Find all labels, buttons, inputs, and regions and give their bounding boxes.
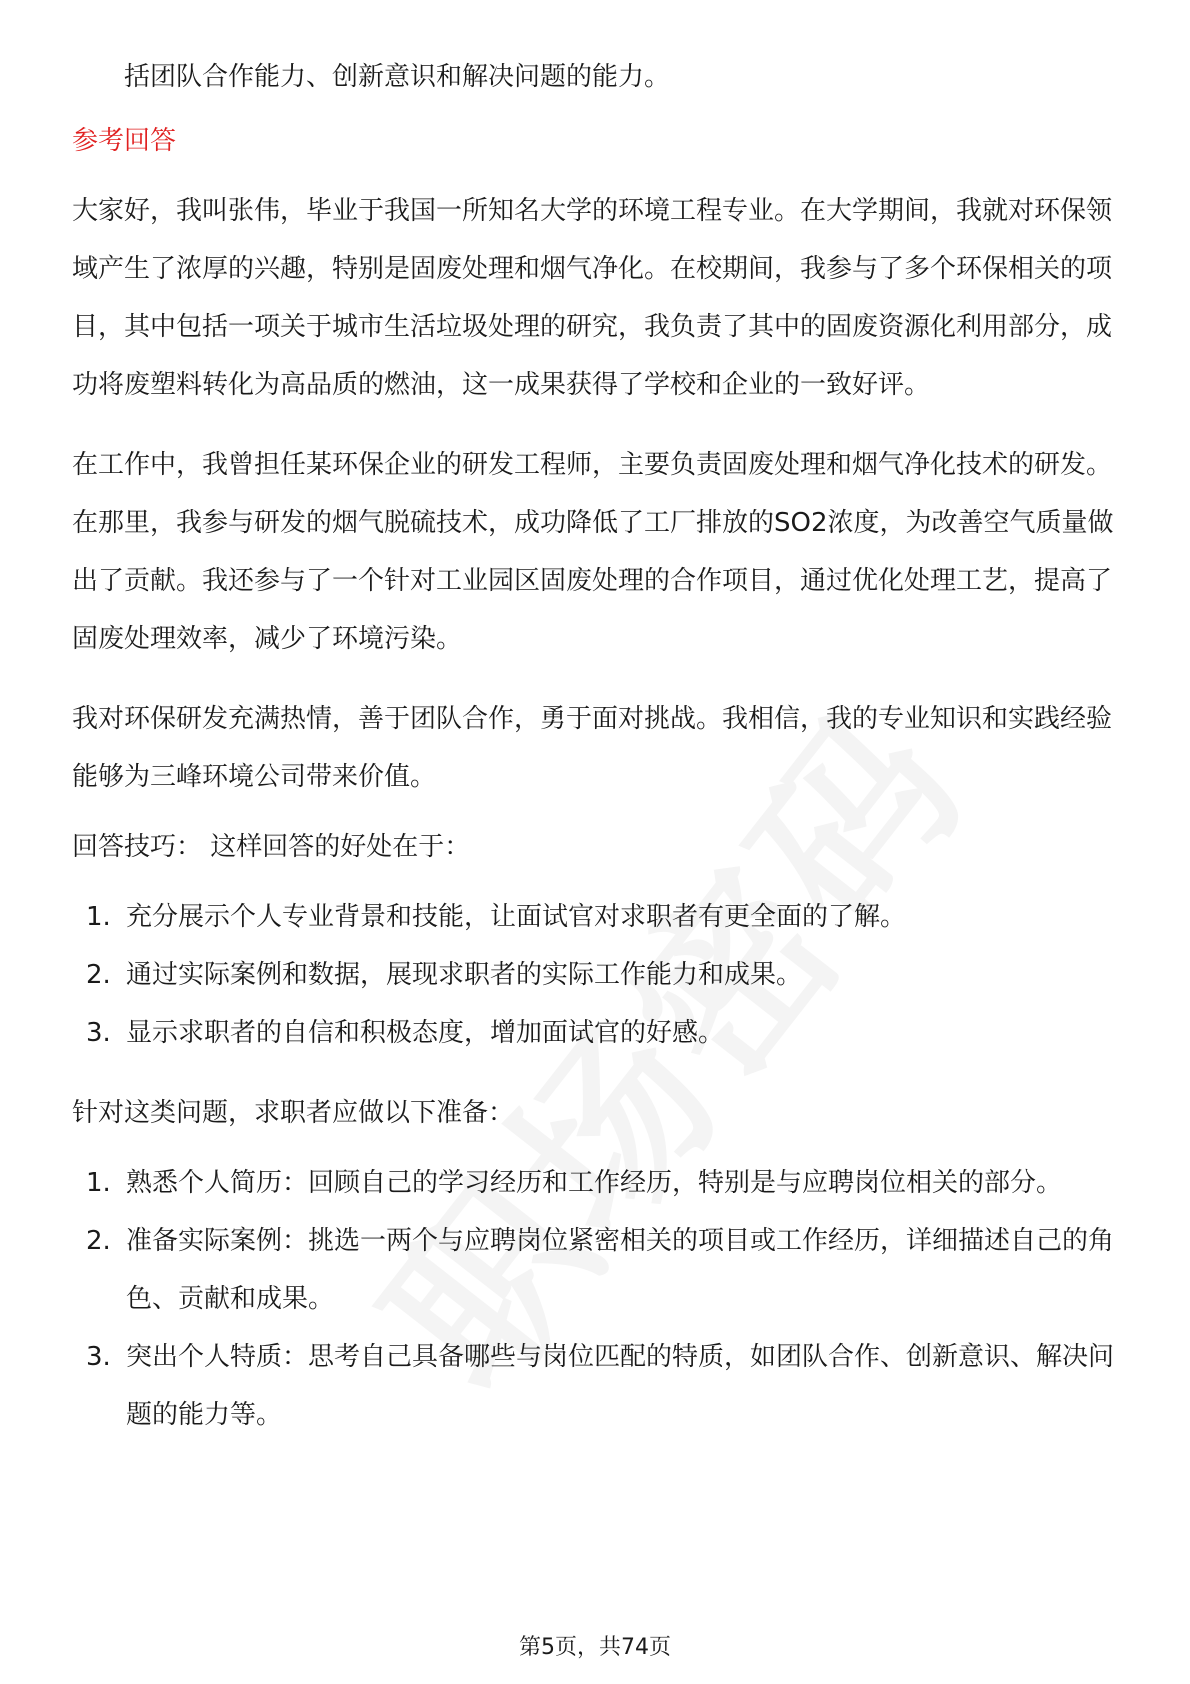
list-item xyxy=(72,1212,1118,1328)
prep-list xyxy=(72,1154,1118,1444)
list-text: 充分展示个人专业背景和技能，让面试官对求职者有更全面的了解。 xyxy=(126,902,907,932)
list-item xyxy=(72,1154,1118,1212)
list-text: 准备实际案例：挑选一两个与应聘岗位紧密相关的项目或工作经历，详细描述自己的角色、贡献和成果。 xyxy=(126,1226,1115,1314)
answer-paragraph-3: 我对环保研发充满热情，善于团队合作，勇于面对挑战。我相信，我的专业知识和实践经验能够为三峰环境公司带来价值。 xyxy=(72,704,1113,792)
list-item xyxy=(72,946,1118,1004)
list-item xyxy=(72,1004,1118,1062)
tips-heading: 回答技巧： 这样回答的好处在于： xyxy=(72,832,471,862)
list-text: 显示求职者的自信和积极态度，增加面试官的好感。 xyxy=(126,1018,725,1048)
answer-paragraph-1: 大家好，我叫张伟，毕业于我国一所知名大学的环境工程专业。在大学期间，我就对环保领域产生了浓厚的兴趣，特别是固废处理和烟气净化。在校期间，我参与了多个环保相关的项目，其中包括一项关于城市生活垃圾处理的研究，我负责了其中的固废资源化利用部分，成功将废塑料转化为高品质的燃油，这一成果获得了学校和企业的一致好评。 xyxy=(72,196,1113,400)
list-text: 突出个人特质：思考自己具备哪些与岗位匹配的特质，如团队合作、创新意识、解决问题的能力等。 xyxy=(126,1342,1115,1430)
list-number: 1. xyxy=(86,902,111,932)
page-footer: 第5页，共74页 xyxy=(519,1635,671,1660)
intro-tail: 括团队合作能力、创新意识和解决问题的能力。 xyxy=(124,62,671,92)
list-item xyxy=(72,888,1118,946)
reference-heading: 参考回答 xyxy=(72,126,177,156)
list-number: 3. xyxy=(86,1018,111,1048)
list-text: 通过实际案例和数据，展现求职者的实际工作能力和成果。 xyxy=(126,960,803,990)
list-number: 1. xyxy=(86,1168,111,1198)
prep-heading: 针对这类问题，求职者应做以下准备： xyxy=(72,1098,515,1128)
list-number: 2. xyxy=(86,1226,111,1256)
list-text: 熟悉个人简历：回顾自己的学习经历和工作经历，特别是与应聘岗位相关的部分。 xyxy=(126,1168,1063,1198)
page-content xyxy=(72,48,1118,1444)
list-number: 2. xyxy=(86,960,111,990)
list-number: 3. xyxy=(86,1342,111,1372)
list-item xyxy=(72,1328,1118,1444)
tips-list xyxy=(72,888,1118,1062)
answer-paragraph-2: 在工作中，我曾担任某环保企业的研发工程师，主要负责固废处理和烟气净化技术的研发。在那里，我参与研发的烟气脱硫技术，成功降低了工厂排放的SO2浓度，为改善空气质量做出了贡献。我还参与了一个针对工业园区固废处理的合作项目，通过优化处理工艺，提高了固废处理效率，减少了环境污染。 xyxy=(72,450,1114,654)
